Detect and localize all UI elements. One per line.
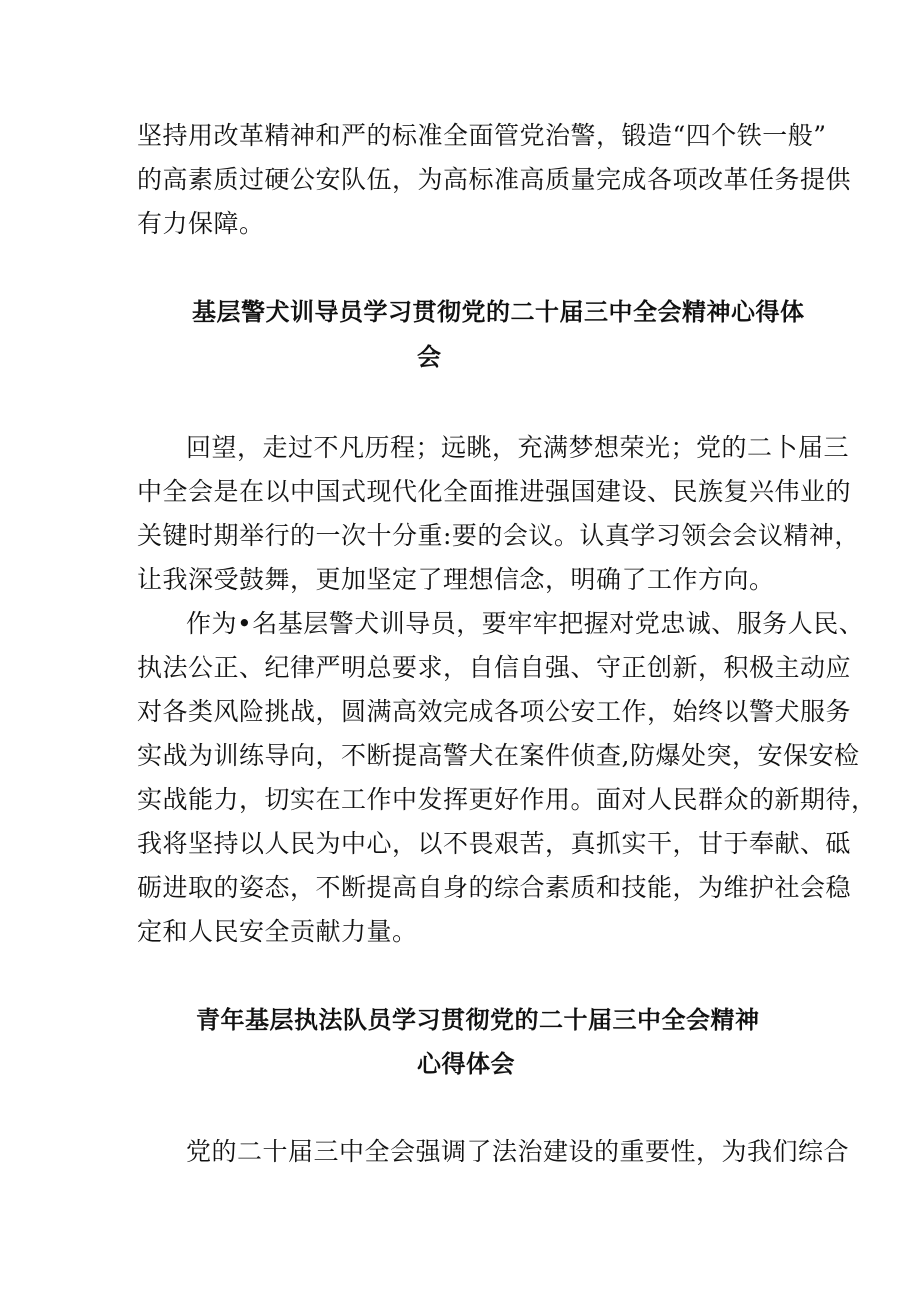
paragraph-line: 关键时期举行的一次十分重:要的会议。认真学习领会会议精神，	[137, 521, 860, 550]
intro-line: 坚持用改革精神和严的标准全面管党治警，锻造“四个铁一般”	[137, 121, 827, 150]
section2-title-line: 青年基层执法队员学习贯彻党的二十届三中全会精神	[196, 1006, 760, 1034]
paragraph-line: 中全会是在以中国式现代化全面推进强国建设、民族复兴伟业的	[137, 477, 852, 506]
section1-title-line: 会	[417, 343, 442, 371]
paragraph-line: 实战为训练导向，不断提高警犬在案件侦查,防爆处突，安保安检	[137, 741, 860, 770]
section2-title-line: 心得体会	[417, 1050, 515, 1078]
paragraph-line: 砺进取的姿态，不断提高自身的综合素质和技能，为维护社会稳	[137, 873, 852, 902]
paragraph-line: 党的二十届三中全会强调了法治建设的重要性，为我们综合	[186, 1137, 850, 1166]
paragraph-line: 执法公正、纪律严明总要求，自信自强、守正创新，积极主动应	[137, 653, 852, 682]
paragraph-line: 我将坚持以人民为中心，以不畏艰苦，真抓实干，甘于奉献、砥	[137, 829, 852, 858]
paragraph-line: 让我深受鼓舞，更加坚定了理想信念，明确了工作方向。	[137, 565, 775, 594]
paragraph-line: 对各类风险挑战，圆满高效完成各项公安工作，始终以警犬服务	[137, 697, 852, 726]
intro-line: 的高素质过硬公安队伍，为高标准高质量完成各项改革任务提供	[137, 165, 852, 194]
section1-title-line: 基层警犬训导员学习贯彻党的二十届三中全会精神心得体	[192, 298, 805, 326]
paragraph-line: 回望，走过不凡历程；远眺，充满梦想荣光；党的二卜届三	[186, 433, 850, 462]
paragraph-line: 定和人民安全贡献力量。	[137, 917, 418, 946]
paragraph-line: 作为•名基层警犬训导员，要牢牢把握对党忠诚、服务人民、	[186, 609, 865, 638]
paragraph-line: 实战能力，切实在工作中发挥更好作用。面对人民群众的新期待，	[137, 785, 877, 814]
intro-line: 有力保障。	[137, 209, 265, 238]
